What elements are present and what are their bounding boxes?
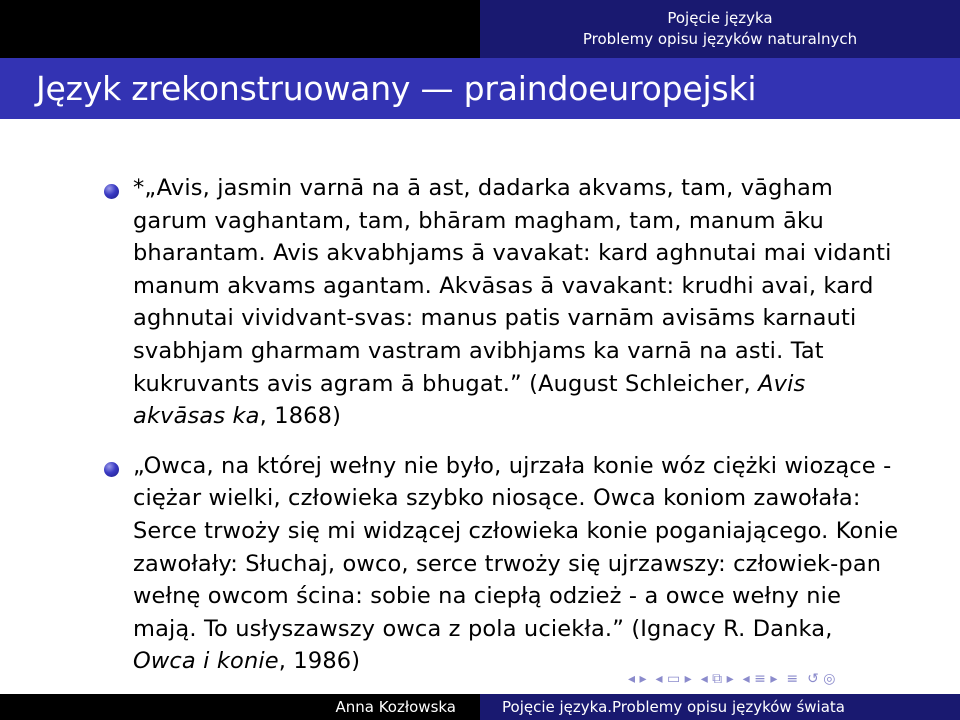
section-icon[interactable]: ◂ ≡ ▸ <box>742 671 778 687</box>
quote-text: „Owca, na której wełny nie było, ujrzała konie wóz ciężki wiozące - ciężar wielki, człowieka szybko niosące. Owca koniom zawołała: Serce trwoży się mi widzącej człowieka konie poganiającego. Konie zawołały: Słuchaj, owco, serce trwoży się ujrzawszy: człowiek-pan wełnę owcom ścina: sobie na ciepłą odzież - a owce wełny nie mają. To usłyszawszy owca z pola uciekła.” (Ignacy R. Danka, <box>133 452 899 642</box>
item-text <box>133 172 900 433</box>
footer-author[interactable]: Anna Kozłowska <box>0 694 480 720</box>
bullet-icon <box>104 184 119 199</box>
navigation-symbols <box>628 669 948 689</box>
frame-icon[interactable]: ◂ ▭ ▸ <box>655 671 692 687</box>
nav-left-right-arrows-icon[interactable]: ◂ ▸ <box>628 671 647 687</box>
subsection-icon[interactable]: ◂ ⧉ ▸ <box>700 671 734 687</box>
headline-short-title[interactable]: Pojęcie języka <box>667 9 773 27</box>
headline-left-panel <box>0 0 480 58</box>
quote-text: *„Avis, jasmin varnā na ā ast, dadarka akvams, tam, vāgham garum vaghantam, tam, bhāram magham, tam, manum āku bharantam. Avis akvabhjams ā vavakat: kard aghnutai mai vidanti manum akvams agantam. Akvāsas ā vavakant: krudhi avai, kard aghnutai vividvant-svas: manus patis varnām avisāms karnauti svabhjam gharmam vastram avibhjams ka varnā na asti. Tat kukruvants avis agram ā bhugat.” (August Schleicher, <box>133 175 892 397</box>
slide-content <box>0 172 960 678</box>
align-icon[interactable]: ≡ <box>786 671 799 687</box>
list-item <box>0 450 960 678</box>
frame-title: Język zrekonstruowany — praindoeuropejski <box>0 58 960 119</box>
search-icon[interactable]: ↺ ◎ <box>807 671 836 687</box>
citation-end: , 1986) <box>278 648 361 675</box>
headline-short-subtitle[interactable]: Problemy opisu języków naturalnych <box>582 30 858 48</box>
work-title: Avis akvāsas ka <box>133 370 806 430</box>
citation-end: , 1868) <box>259 403 342 430</box>
work-title: Owca i konie <box>133 648 279 675</box>
item-text <box>133 450 900 678</box>
headline-bar <box>0 0 960 58</box>
list-item <box>0 172 960 433</box>
bullet-icon <box>104 462 119 477</box>
footer-title[interactable]: Pojęcie języka.Problemy opisu języków świata <box>480 694 960 720</box>
footline <box>0 694 960 720</box>
headline-right-panel <box>480 0 960 58</box>
